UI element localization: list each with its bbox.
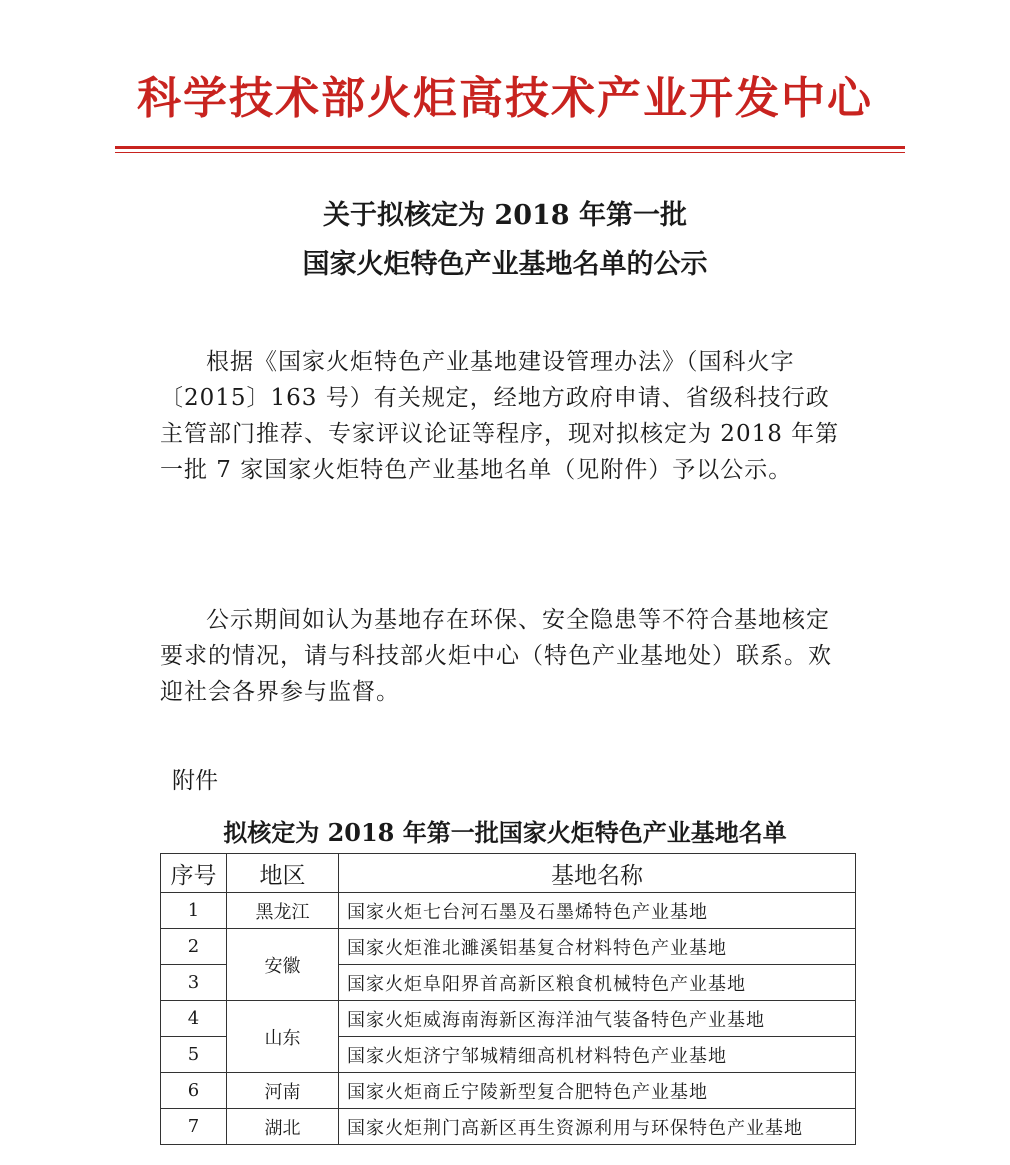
row-number: 2 — [161, 929, 227, 965]
row-number: 5 — [161, 1037, 227, 1073]
notice-title-line2: 国家火炬特色产业基地名单的公示 — [302, 249, 708, 280]
body-paragraph-1: 根据《国家火炬特色产业基地建设管理办法》（国科火字〔2015〕163 号）有关规定，经地方政府申请、省级科技行政主管部门推荐、专家评议论证等程序，现对拟核定为 2018 年第一批 7 家国家火炬特色产业基地名单（见附件）予以公示。 — [160, 349, 840, 483]
row-region: 山东 — [227, 1001, 339, 1073]
row-base-name: 国家火炬七台河石墨及石墨烯特色产业基地 — [339, 893, 856, 929]
row-base-name: 国家火炬荆门高新区再生资源利用与环保特色产业基地 — [339, 1109, 856, 1145]
bases-table — [160, 853, 856, 1145]
row-base-name: 国家火炬商丘宁陵新型复合肥特色产业基地 — [339, 1073, 856, 1109]
row-number: 7 — [161, 1109, 227, 1145]
row-region: 湖北 — [227, 1109, 339, 1145]
header-number: 序号 — [161, 854, 227, 893]
table-row — [161, 929, 856, 965]
table-row — [161, 893, 856, 929]
row-base-name: 国家火炬阜阳界首高新区粮食机械特色产业基地 — [339, 965, 856, 1001]
row-number: 3 — [161, 965, 227, 1001]
row-number: 4 — [161, 1001, 227, 1037]
row-base-name: 国家火炬济宁邹城精细高机材料特色产业基地 — [339, 1037, 856, 1073]
letterhead-rule-thick — [115, 146, 905, 149]
row-base-name: 国家火炬淮北濉溪铝基复合材料特色产业基地 — [339, 929, 856, 965]
header-region: 地区 — [227, 854, 339, 893]
body-paragraph-2: 公示期间如认为基地存在环保、安全隐患等不符合基地核定要求的情况，请与科技部火炬中心（特色产业基地处）联系。欢迎社会各界参与监督。 — [160, 607, 832, 705]
notice-title-line1: 关于拟核定为 2018 年第一批 — [323, 200, 687, 231]
table-title: 拟核定为 2018 年第一批国家火炬特色产业基地名单 — [223, 818, 787, 847]
row-number: 1 — [161, 893, 227, 929]
table-row — [161, 1109, 856, 1145]
letterhead-rule-thin — [115, 152, 905, 153]
row-number: 6 — [161, 1073, 227, 1109]
table-row — [161, 1001, 856, 1037]
header-base-name: 基地名称 — [339, 854, 856, 893]
attachment-label: 附件 — [172, 768, 218, 794]
row-base-name: 国家火炬威海南海新区海洋油气装备特色产业基地 — [339, 1001, 856, 1037]
row-region: 安徽 — [227, 929, 339, 1001]
table-row — [161, 1073, 856, 1109]
row-region: 黑龙江 — [227, 893, 339, 929]
table-header-row — [161, 854, 856, 893]
org-letterhead: 科学技术部火炬高技术产业开发中心 — [137, 73, 873, 124]
row-region: 河南 — [227, 1073, 339, 1109]
